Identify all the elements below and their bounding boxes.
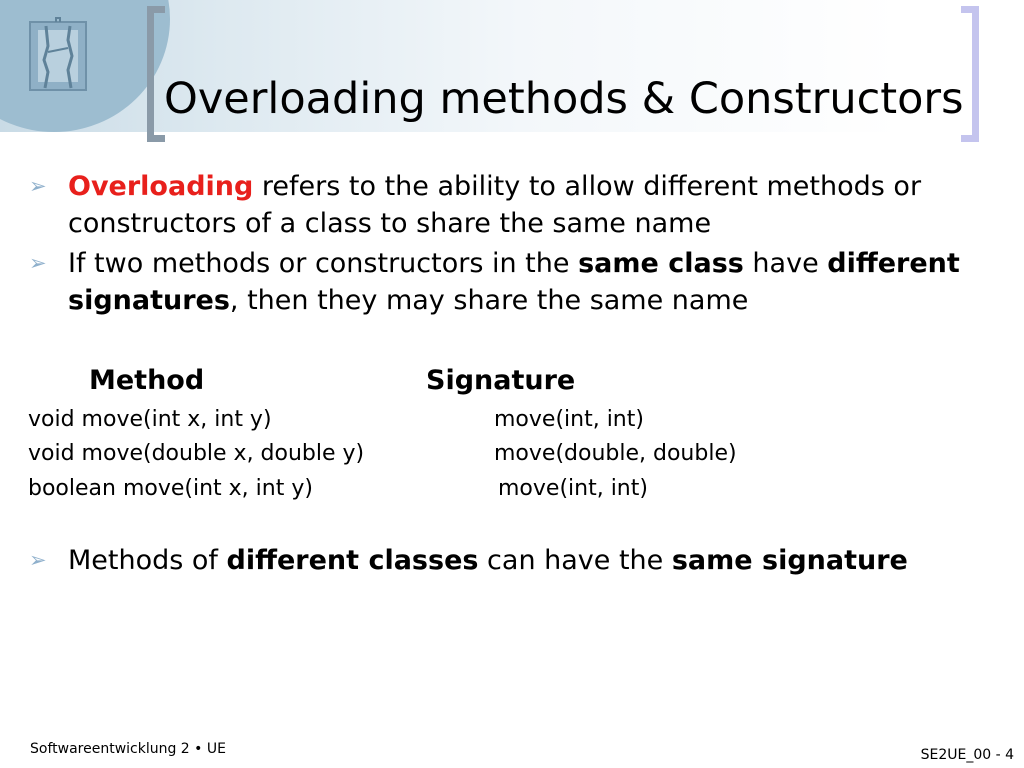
bullet-text: refers to the ability to allow different methods or constructors of a class to share the same name [68, 171, 922, 239]
university-logo-icon [26, 16, 90, 100]
arrow-bullet-icon: ➢ [29, 174, 47, 198]
bullet-text: Methods of [68, 545, 227, 576]
method-cell: void move(double x, double y) [28, 441, 365, 466]
bullet-list [28, 168, 1004, 322]
term-overloading: Overloading [68, 171, 254, 202]
arrow-bullet-icon: ➢ [29, 251, 47, 275]
method-cell: boolean move(int x, int y) [28, 476, 313, 501]
title-bracket-right [961, 6, 979, 142]
signature-cell: move(int, int) [494, 407, 644, 432]
signature-cell: move(int, int) [498, 476, 648, 501]
table-header-method: Method [89, 365, 205, 396]
table-row [28, 403, 928, 437]
table-row [28, 437, 928, 471]
bullet-overloading [28, 168, 1004, 242]
bullet-text: , then they may share the same name [229, 285, 749, 316]
slide-title: Overloading methods & Constructors [164, 74, 964, 124]
bullet-text: have [743, 248, 828, 279]
bold-different-classes: different classes [226, 545, 479, 576]
table-header-signature: Signature [426, 365, 576, 396]
table-row [28, 472, 928, 506]
bold-same-class: same class [578, 248, 744, 279]
bold-same-signature: same signature [671, 545, 908, 576]
footer-slide-number: SE2UE_00 - 4 [920, 747, 1014, 763]
arrow-bullet-icon: ➢ [29, 548, 47, 572]
bullet-different-classes [28, 542, 1004, 579]
bullet-list-bottom [28, 542, 1004, 582]
signature-cell: move(double, double) [494, 441, 737, 466]
footer-course: Softwareentwicklung 2 • UE [30, 741, 226, 757]
method-cell: void move(int x, int y) [28, 407, 272, 432]
bold-different-signatures: different signatures [68, 248, 960, 316]
bullet-text: can have the [478, 545, 672, 576]
bullet-text: If two methods or constructors in the [68, 248, 579, 279]
title-bracket-left [147, 6, 165, 142]
bullet-same-class [28, 245, 1004, 319]
